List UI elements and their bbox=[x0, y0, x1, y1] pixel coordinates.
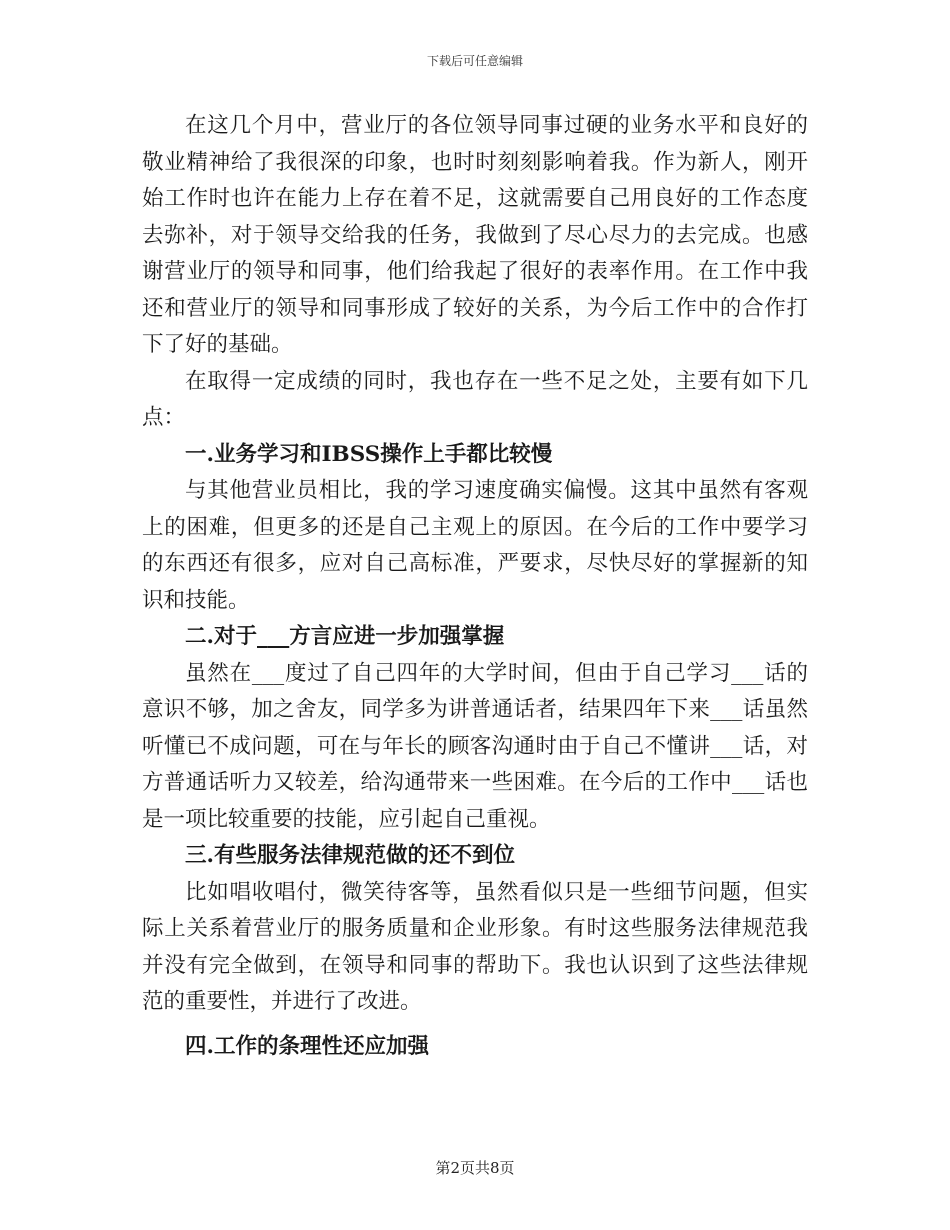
paragraph-3: 与其他营业员相比，我的学习速度确实偏慢。这其中虽然有客观上的困难，但更多的还是自己主观上的原因。在今后的工作中要学习的东西还有很多，应对自己高标准，严要求，尽快尽好的掌握新的知识和技能。 bbox=[142, 478, 808, 613]
page-header-note: 下载后可任意编辑 bbox=[426, 54, 523, 68]
section-heading-4: 四.工作的条理性还应加强 bbox=[185, 1033, 429, 1059]
paragraph-2: 在取得一定成绩的同时，我也存在一些不足之处，主要有如下几点： bbox=[142, 368, 808, 430]
section-heading-2: 二.对于___方言应进一步加强掌握 bbox=[185, 624, 505, 649]
paragraph-5: 比如唱收唱付，微笑待客等，虽然看似只是一些细节问题，但实际上关系着营业厅的服务质量和企业形象。有时这些服务法律规范我并没有完全做到，在领导和同事的帮助下。我也认识到了这些法律规范的重要性，并进行了改进。 bbox=[142, 879, 808, 1014]
section-heading-1: 一.业务学习和IBSS操作上手都比较慢 bbox=[185, 441, 553, 467]
section-heading-3: 三.有些服务法律规范做的还不到位 bbox=[185, 843, 515, 868]
page-number-footer: 第2页共8页 bbox=[435, 1159, 515, 1177]
paragraph-1: 在这几个月中，营业厅的各位领导同事过硬的业务水平和良好的敬业精神给了我很深的印象，也时时刻刻影响着我。作为新人，刚开始工作时也许在能力上存在着不足，这就需要自己用良好的工作态度去弥补，对于领导交给我的任务，我做到了尽心尽力的去完成。也感谢营业厅的领导和同事，他们给我起了很好的表率作用。在工作中我还和营业厅的领导和同事形成了较好的关系，为今后工作中的合作打下了好的基础。 bbox=[142, 113, 808, 357]
document-body bbox=[142, 108, 808, 1065]
paragraph-4: 虽然在___度过了自己四年的大学时间，但由于自己学习___话的意识不够，加之舍友，同学多为讲普通话者，结果四年下来___话虽然听懂已不成问题，可在与年长的顾客沟通时由于自己不懂讲___话，对方普通话听力又较差，给沟通带来一些困难。在今后的工作中___话也是一项比较重要的技能，应引起自己重视。 bbox=[142, 660, 808, 832]
